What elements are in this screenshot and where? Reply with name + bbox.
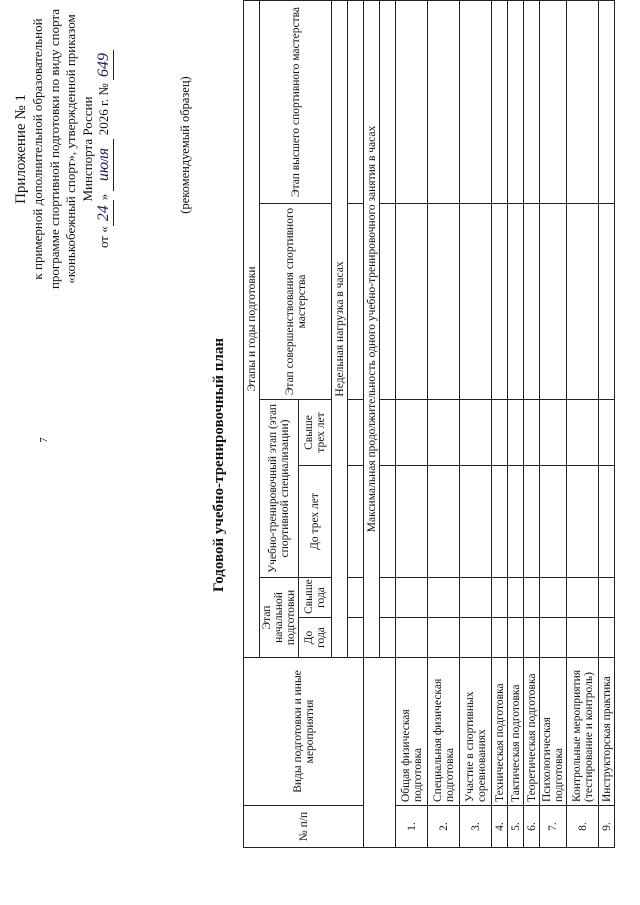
table-cell xyxy=(508,466,524,578)
handwritten-day: 24 xyxy=(96,200,114,226)
handwritten-number: 649 xyxy=(96,50,114,80)
appendix-header xyxy=(12,3,114,295)
row-number: 6. xyxy=(524,806,540,848)
table-cell xyxy=(540,578,567,618)
row-label: Тактическая подготовка xyxy=(508,658,524,806)
table-cell xyxy=(524,400,540,466)
table-cell xyxy=(460,618,492,658)
table-cell xyxy=(567,204,599,400)
table-cell xyxy=(567,466,599,578)
table-cell xyxy=(396,400,428,466)
table-cell xyxy=(599,466,615,578)
header-over-year: Свыше года xyxy=(299,578,332,618)
header-number: № п/п xyxy=(244,806,364,848)
row-number: 7. xyxy=(540,806,567,848)
table-row xyxy=(492,0,508,847)
row-label: Техническая подготовка xyxy=(492,658,508,806)
table-cell xyxy=(492,0,508,203)
table-cell xyxy=(540,466,567,578)
row-number: 2. xyxy=(428,806,460,848)
table-cell xyxy=(460,578,492,618)
training-plan-table xyxy=(243,0,615,848)
header-stage-higher: Этап высшего спортивного мастерства xyxy=(260,0,332,203)
row-label: Специальная физическая подготовка xyxy=(428,658,460,806)
row-number: 4. xyxy=(492,806,508,848)
table-cell xyxy=(380,578,396,618)
table-cell xyxy=(524,578,540,618)
table-cell xyxy=(508,0,524,203)
table-row xyxy=(508,0,524,847)
table-cell xyxy=(524,466,540,578)
row-number: 1. xyxy=(396,806,428,848)
table-row xyxy=(599,0,615,847)
order-date-line xyxy=(96,3,114,295)
table-cell xyxy=(380,204,396,400)
row-label: Психологическая подготовка xyxy=(540,658,567,806)
header-over-three-years: Свыше трех лет xyxy=(299,400,332,466)
header-kind: Виды подготовки и иные мероприятия xyxy=(244,658,364,806)
row-number: 8. xyxy=(567,806,599,848)
table-cell xyxy=(380,0,396,203)
table-cell xyxy=(348,466,364,578)
table-cell xyxy=(348,400,364,466)
appendix-line: «конькобежный спорт», утвержденной приказом xyxy=(63,14,79,284)
table-cell xyxy=(540,0,567,203)
appendix-title: Приложение № 1 xyxy=(13,94,29,204)
table-cell xyxy=(428,618,460,658)
header-up-to-three-years: До трех лет xyxy=(299,466,332,578)
row-number: 9. xyxy=(599,806,615,848)
table-header-row xyxy=(244,0,260,847)
header-up-to-year: До года xyxy=(299,618,332,658)
header-stage-initial: Этап начальной подготовки xyxy=(260,578,299,658)
table-cell xyxy=(492,578,508,618)
appendix-line: к примерной дополнительной образовательной xyxy=(30,18,45,280)
row-label: Общая физическая подготовка xyxy=(396,658,428,806)
table-cell xyxy=(599,0,615,203)
table-cell xyxy=(508,400,524,466)
table-cell xyxy=(508,618,524,658)
table-row xyxy=(428,0,460,847)
appendix-line: программе спортивной подготовки по виду спорта xyxy=(46,8,62,290)
table-cell xyxy=(460,466,492,578)
table-cell xyxy=(492,204,508,400)
table-cell xyxy=(540,618,567,658)
table-cell xyxy=(428,400,460,466)
table-cell xyxy=(348,204,364,400)
table-cell xyxy=(348,578,364,618)
table-cell xyxy=(380,618,396,658)
table-cell xyxy=(380,466,396,578)
order-date-quote: » xyxy=(96,193,112,201)
table-cell xyxy=(380,400,396,466)
document-title: Годовой учебно-тренировочный план xyxy=(211,338,227,592)
table-cell xyxy=(508,204,524,400)
table-row xyxy=(396,0,428,847)
row-label: Инструкторская практика xyxy=(599,658,615,806)
table-cell xyxy=(599,618,615,658)
table-row xyxy=(460,0,492,847)
table-cell xyxy=(348,618,364,658)
table-cell xyxy=(460,0,492,203)
table-header-row xyxy=(364,0,380,847)
table-cell xyxy=(524,0,540,203)
header-stages: Этапы и годы подготовки xyxy=(244,0,260,657)
header-max-duration: Максимальная продолжительность одного учебно-тренировочного занятия в часах xyxy=(364,0,380,657)
header-weekly-load: Недельная нагрузка в часах xyxy=(332,0,348,657)
table-cell xyxy=(524,618,540,658)
table-cell xyxy=(428,204,460,400)
table-cell xyxy=(524,204,540,400)
row-label: Контрольные мероприятия (тестирование и контроль) xyxy=(567,658,599,806)
table-cell xyxy=(492,618,508,658)
table-cell xyxy=(428,466,460,578)
table-cell xyxy=(492,466,508,578)
table-cell xyxy=(599,204,615,400)
table-cell xyxy=(396,618,428,658)
table-row xyxy=(540,0,567,847)
table-cell xyxy=(396,204,428,400)
table-cell xyxy=(348,0,364,203)
table-cell xyxy=(460,204,492,400)
table-cell xyxy=(567,400,599,466)
header-stage-training: Учебно-тренировочный этап (этап спортивной специализации) xyxy=(260,400,299,578)
row-label: Участие в спортивных соревнованиях xyxy=(460,658,492,806)
table-cell xyxy=(567,578,599,618)
table-cell xyxy=(428,0,460,203)
handwritten-month: июля xyxy=(96,139,114,191)
table-cell xyxy=(599,578,615,618)
table-cell xyxy=(364,658,396,848)
table-cell xyxy=(567,0,599,203)
table-cell xyxy=(599,400,615,466)
table-cell xyxy=(396,0,428,203)
header-stage-improvement: Этап совершенствования спортивного мастерства xyxy=(260,204,332,400)
row-number: 3. xyxy=(460,806,492,848)
page-number: 7 xyxy=(38,437,50,443)
table-cell xyxy=(567,618,599,658)
table-cell xyxy=(396,466,428,578)
table-cell xyxy=(540,400,567,466)
table-cell xyxy=(508,578,524,618)
order-year: 2026 г. № xyxy=(96,83,112,136)
row-label: Теоретическая подготовка xyxy=(524,658,540,806)
table-row xyxy=(567,0,599,847)
table-cell xyxy=(396,578,428,618)
table-cell xyxy=(428,578,460,618)
order-date-prefix: от « xyxy=(96,226,112,249)
table-row xyxy=(524,0,540,847)
table-cell xyxy=(460,400,492,466)
table-cell xyxy=(492,400,508,466)
appendix-line: Минспорта России xyxy=(79,96,95,202)
recommended-sample-note: (рекомендуемый образец) xyxy=(178,76,192,214)
row-number: 5. xyxy=(508,806,524,848)
table-cell xyxy=(540,204,567,400)
